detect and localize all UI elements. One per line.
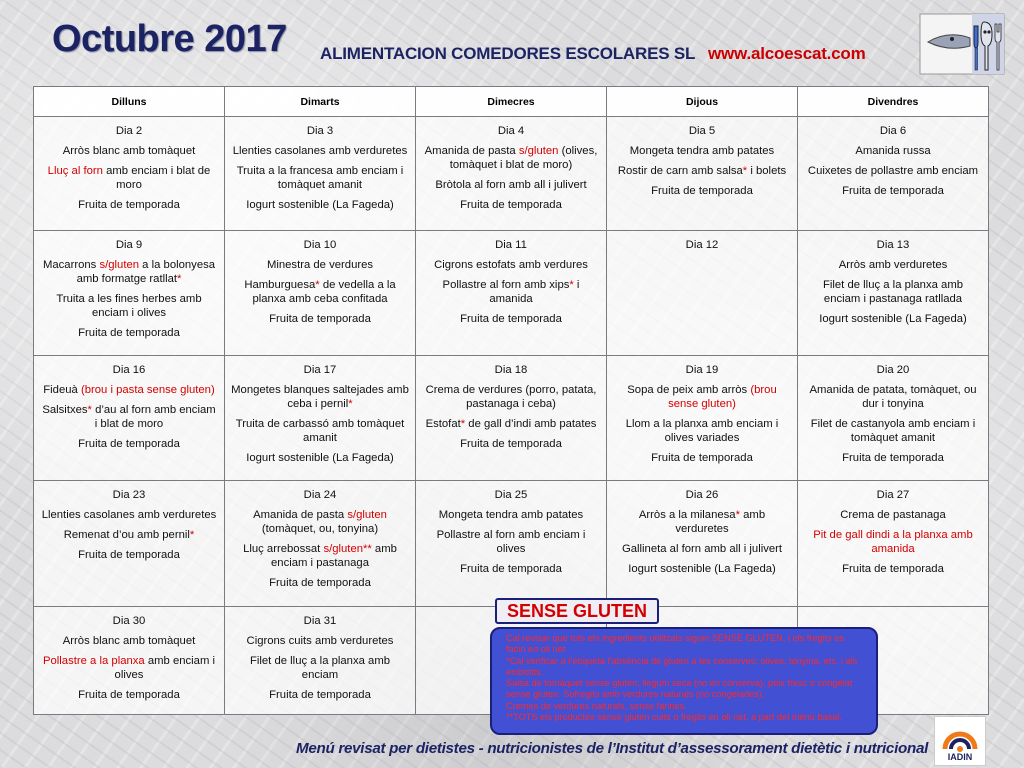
dish-line bbox=[804, 528, 982, 556]
week-row bbox=[34, 231, 989, 356]
cutlery-cartoon-icon bbox=[918, 12, 1006, 76]
text-segment: Amanida russa bbox=[855, 145, 931, 157]
dish-line bbox=[422, 178, 600, 192]
text-segment: Rostir de carn amb salsa bbox=[617, 165, 743, 177]
text-segment: Crema de verdures (porro, patata, pastanaga i ceba) bbox=[425, 384, 597, 410]
day-label bbox=[231, 363, 409, 377]
gluten-highlight: Lluç al forn bbox=[47, 165, 103, 177]
day-cell bbox=[416, 481, 607, 607]
text-segment: Fruita de temporada bbox=[460, 563, 562, 575]
text-segment: Pollastre al forn amb xips bbox=[442, 279, 570, 291]
gluten-note-line: Salsa de tomàquet sense gluten, llegum seca (no en conserva), peix fresc o congelat sense gluten. Sofregits amb verdures naturals (no congelades). bbox=[506, 678, 853, 700]
text-segment: amb enciam i olives bbox=[114, 655, 216, 681]
day-cell bbox=[225, 607, 416, 715]
gluten-highlight: (brou i pasta sense gluten) bbox=[80, 384, 215, 396]
dish-line bbox=[804, 278, 982, 306]
dish-line bbox=[804, 451, 982, 465]
day-label bbox=[231, 614, 409, 628]
dish-line bbox=[40, 292, 218, 320]
gluten-highlight: s/gluten bbox=[518, 145, 559, 157]
text-segment: Dia 19 bbox=[685, 364, 719, 376]
day-label bbox=[613, 363, 791, 377]
text-segment: Dia 24 bbox=[303, 489, 337, 501]
text-segment: Amanida de pasta bbox=[424, 145, 519, 157]
text-segment: Dia 2 bbox=[115, 125, 143, 137]
text-segment: Iogurt sostenible (La Fageda) bbox=[246, 199, 394, 211]
text-segment: Filet de lluç a la planxa amb enciam i pastanaga ratllada bbox=[822, 279, 964, 305]
dish-line bbox=[422, 528, 600, 556]
dish-line bbox=[40, 654, 218, 682]
text-segment: Sopa de peix amb arròs bbox=[627, 384, 751, 396]
dish-line bbox=[40, 144, 218, 158]
text-segment: Dia 20 bbox=[876, 364, 910, 376]
day-cell bbox=[34, 117, 225, 231]
dish-line bbox=[40, 326, 218, 340]
text-segment: Remenat d’ou amb pernil bbox=[63, 529, 190, 541]
day-label bbox=[613, 488, 791, 502]
gluten-highlight: s/gluten** bbox=[323, 543, 372, 555]
day-cell bbox=[225, 231, 416, 356]
weekday-header: Dimarts bbox=[225, 87, 416, 117]
day-label bbox=[613, 238, 791, 252]
text-segment: d’au al forn amb enciam i blat de moro bbox=[91, 404, 216, 430]
gluten-highlight: Pollastre a la planxa bbox=[42, 655, 145, 667]
day-cell bbox=[607, 117, 798, 231]
page-title: Octubre 2017 bbox=[52, 18, 287, 60]
gluten-highlight: * bbox=[569, 279, 574, 291]
day-cell bbox=[798, 117, 989, 231]
text-segment: Iogurt sostenible (La Fageda) bbox=[628, 563, 776, 575]
weekday-header: Divendres bbox=[798, 87, 989, 117]
gluten-highlight: * bbox=[460, 418, 466, 430]
day-cell bbox=[607, 231, 798, 356]
dish-line bbox=[231, 508, 409, 536]
text-segment: de gall d’indi amb patates bbox=[465, 418, 597, 430]
text-segment: Mongeta tendra amb patates bbox=[629, 145, 775, 157]
dish-line bbox=[422, 383, 600, 411]
day-label bbox=[613, 124, 791, 138]
text-segment: Dia 17 bbox=[303, 364, 337, 376]
text-segment: Cigrons estofats amb verdures bbox=[434, 259, 588, 271]
text-segment: Fruita de temporada bbox=[78, 327, 180, 339]
gluten-note-line: Cal revisar que tots els ingredients utilitzats siguin SENSE GLUTEN, i els fregits es facin en oli net bbox=[506, 633, 845, 655]
dish-line bbox=[40, 437, 218, 451]
day-cell bbox=[607, 356, 798, 481]
gluten-highlight: * bbox=[742, 165, 748, 177]
website-link[interactable]: www.alcoescat.com bbox=[708, 44, 866, 63]
text-segment: Llom a la planxa amb enciam i olives variades bbox=[625, 418, 779, 444]
dish-line bbox=[40, 548, 218, 562]
day-label bbox=[40, 614, 218, 628]
day-cell bbox=[416, 356, 607, 481]
text-segment: de vedella a la planxa amb ceba confitada bbox=[252, 279, 396, 305]
week-row bbox=[34, 481, 989, 607]
day-label bbox=[40, 363, 218, 377]
gluten-free-note bbox=[490, 627, 878, 735]
weekday-header: Dilluns bbox=[34, 87, 225, 117]
dish-line bbox=[231, 688, 409, 702]
day-cell bbox=[34, 607, 225, 715]
text-segment: Filet de castanyola amb enciam i tomàquet amanit bbox=[810, 418, 976, 444]
iadin-logo-text: IADIN bbox=[947, 752, 973, 762]
text-segment: Fruita de temporada bbox=[269, 313, 371, 325]
dish-line bbox=[40, 258, 218, 286]
day-cell bbox=[34, 231, 225, 356]
text-segment: Filet de lluç a la planxa amb enciam bbox=[249, 655, 391, 681]
day-label bbox=[422, 488, 600, 502]
dish-line bbox=[422, 437, 600, 451]
dish-line bbox=[422, 144, 600, 172]
dish-line bbox=[804, 258, 982, 272]
text-segment: amb verduretes bbox=[675, 509, 766, 535]
day-label bbox=[804, 363, 982, 377]
dish-line bbox=[613, 383, 791, 411]
dish-line bbox=[40, 383, 218, 397]
gluten-highlight: * bbox=[315, 279, 320, 291]
text-segment: Macarrons bbox=[42, 259, 100, 271]
text-segment: Fruita de temporada bbox=[651, 185, 753, 197]
gluten-highlight: * bbox=[348, 398, 353, 410]
iadin-logo-icon bbox=[934, 716, 986, 766]
dish-line bbox=[422, 562, 600, 576]
day-label bbox=[804, 238, 982, 252]
text-segment: Fruita de temporada bbox=[842, 185, 944, 197]
dish-line bbox=[40, 508, 218, 522]
text-segment: Dia 23 bbox=[112, 489, 146, 501]
gluten-highlight: * bbox=[189, 529, 195, 541]
text-segment: amb enciam i pastanaga bbox=[271, 543, 397, 569]
text-segment: Dia 27 bbox=[876, 489, 910, 501]
day-label bbox=[231, 124, 409, 138]
text-segment: (olives, tomàquet i blat de moro) bbox=[449, 145, 598, 171]
day-cell bbox=[225, 117, 416, 231]
text-segment: Lluç arrebossat bbox=[243, 543, 324, 555]
dish-line bbox=[613, 542, 791, 556]
day-cell bbox=[798, 356, 989, 481]
text-segment: Pollastre al forn amb enciam i olives bbox=[436, 529, 586, 555]
day-label bbox=[422, 124, 600, 138]
text-segment: i bolets bbox=[747, 165, 787, 177]
dish-line bbox=[422, 258, 600, 272]
dish-line bbox=[231, 278, 409, 306]
dish-line bbox=[231, 451, 409, 465]
day-cell bbox=[225, 481, 416, 607]
text-segment: Fruita de temporada bbox=[78, 549, 180, 561]
text-segment: Iogurt sostenible (La Fageda) bbox=[246, 452, 394, 464]
day-cell bbox=[34, 356, 225, 481]
dish-line bbox=[40, 164, 218, 192]
gluten-free-title: SENSE GLUTEN bbox=[495, 598, 659, 624]
dish-line bbox=[422, 417, 600, 431]
week-row bbox=[34, 356, 989, 481]
dish-line bbox=[613, 144, 791, 158]
dish-line bbox=[804, 144, 982, 158]
dish-line bbox=[40, 528, 218, 542]
day-label bbox=[40, 238, 218, 252]
dish-line bbox=[231, 417, 409, 445]
dish-line bbox=[804, 417, 982, 445]
text-segment: Mongeta tendra amb patates bbox=[438, 509, 584, 521]
dish-line bbox=[613, 417, 791, 445]
text-segment: Fruita de temporada bbox=[842, 563, 944, 575]
text-segment: Salsitxes bbox=[42, 404, 88, 416]
text-segment: Arròs blanc amb tomàquet bbox=[62, 635, 196, 647]
day-label bbox=[804, 124, 982, 138]
dish-line bbox=[231, 164, 409, 192]
text-segment: Fruita de temporada bbox=[269, 689, 371, 701]
dish-line bbox=[422, 312, 600, 326]
text-segment: Dia 6 bbox=[879, 125, 907, 137]
gluten-highlight: s/gluten bbox=[99, 259, 140, 271]
dish-line bbox=[613, 164, 791, 178]
text-segment: amb enciam i blat de moro bbox=[102, 165, 211, 191]
text-segment: Dia 18 bbox=[494, 364, 528, 376]
text-segment: Cigrons cuits amb verduretes bbox=[246, 635, 394, 647]
dish-line bbox=[231, 144, 409, 158]
gluten-note-line: **TOTS els productes sense gluten cuits o fregits en oli net, a part del menú basal. bbox=[506, 712, 842, 723]
text-segment: Crema de pastanaga bbox=[840, 509, 946, 521]
dish-line bbox=[804, 184, 982, 198]
day-cell bbox=[798, 231, 989, 356]
day-cell bbox=[798, 481, 989, 607]
text-segment: Arròs blanc amb tomàquet bbox=[62, 145, 196, 157]
day-cell bbox=[416, 117, 607, 231]
text-segment: Fruita de temporada bbox=[78, 689, 180, 701]
dish-line bbox=[231, 198, 409, 212]
day-label bbox=[40, 488, 218, 502]
text-segment: Dia 16 bbox=[112, 364, 146, 376]
gluten-highlight: * bbox=[177, 273, 182, 285]
dish-line bbox=[422, 508, 600, 522]
dish-line bbox=[231, 542, 409, 570]
gluten-highlight: s/gluten bbox=[347, 509, 387, 521]
text-segment: Dia 31 bbox=[303, 615, 337, 627]
day-label bbox=[231, 488, 409, 502]
day-label bbox=[40, 124, 218, 138]
text-segment: Dia 11 bbox=[495, 239, 527, 251]
text-segment: Truita a les fines herbes amb enciam i olives bbox=[56, 293, 202, 319]
text-segment: Dia 25 bbox=[494, 489, 528, 501]
weekday-header: Dijous bbox=[607, 87, 798, 117]
text-segment: Mongetes blanques saltejades amb ceba i pernil bbox=[231, 384, 409, 410]
gluten-highlight: Pit de gall dindi a la planxa amb amanida bbox=[813, 529, 973, 555]
dish-line bbox=[422, 278, 600, 306]
day-cell bbox=[607, 481, 798, 607]
dish-line bbox=[804, 508, 982, 522]
text-segment: Dia 12 bbox=[685, 239, 719, 251]
dish-line bbox=[231, 654, 409, 682]
dish-line bbox=[613, 508, 791, 536]
dish-line bbox=[40, 198, 218, 212]
dish-line bbox=[231, 312, 409, 326]
text-segment: Llenties casolanes amb verduretes bbox=[41, 509, 217, 521]
company-name: ALIMENTACION COMEDORES ESCOLARES SL bbox=[320, 44, 696, 63]
dish-line bbox=[231, 383, 409, 411]
text-segment: Fideuà bbox=[43, 384, 81, 396]
text-segment: Fruita de temporada bbox=[78, 199, 180, 211]
text-segment: Fruita de temporada bbox=[460, 199, 562, 211]
dish-line bbox=[613, 562, 791, 576]
dish-line bbox=[804, 164, 982, 178]
text-segment: Fruita de temporada bbox=[460, 438, 562, 450]
day-cell bbox=[225, 356, 416, 481]
gluten-note-line: *Cal verificar a l’etiqueta l’absència de gluten a les conserves: olives, tonyina, etc. i als embotits. bbox=[506, 655, 858, 677]
dish-line bbox=[804, 562, 982, 576]
text-segment: Dia 30 bbox=[112, 615, 146, 627]
gluten-note-line: Cremes de verdures naturals, sense farines. bbox=[506, 700, 687, 711]
text-segment: Amanida de pasta bbox=[253, 509, 348, 521]
dish-line bbox=[613, 451, 791, 465]
week-row bbox=[34, 117, 989, 231]
day-cell bbox=[416, 231, 607, 356]
dish-line bbox=[804, 312, 982, 326]
text-segment: Dia 9 bbox=[115, 239, 143, 251]
gluten-highlight: * bbox=[87, 404, 92, 416]
dish-line bbox=[40, 403, 218, 431]
text-segment: Truita de carbassó amb tomàquet amanit bbox=[235, 418, 405, 444]
text-segment: Dia 5 bbox=[688, 125, 716, 137]
gluten-highlight: (brou sense gluten) bbox=[668, 384, 777, 410]
day-label bbox=[231, 238, 409, 252]
text-segment: Llenties casolanes amb verduretes bbox=[232, 145, 408, 157]
dish-line bbox=[231, 258, 409, 272]
dish-line bbox=[40, 634, 218, 648]
text-segment: Bròtola al forn amb all i julivert bbox=[435, 179, 587, 191]
text-segment: i amanida bbox=[489, 279, 580, 305]
text-segment: Gallineta al forn amb all i julivert bbox=[621, 543, 783, 555]
text-segment: Dia 4 bbox=[497, 125, 525, 137]
text-segment: Hamburguesa bbox=[244, 279, 316, 291]
day-label bbox=[804, 488, 982, 502]
dish-line bbox=[231, 634, 409, 648]
text-segment: Minestra de verdures bbox=[266, 259, 374, 271]
text-segment: Fruita de temporada bbox=[269, 577, 371, 589]
text-segment: (tomàquet, ou, tonyina) bbox=[261, 523, 379, 535]
text-segment: Arròs amb verduretes bbox=[838, 259, 948, 271]
footer-note: Menú revisat per dietistes - nutricionistes de l’Institut d’assessorament dietètic i nutricional bbox=[296, 740, 929, 757]
dish-line bbox=[40, 688, 218, 702]
text-segment: Cuixetes de pollastre amb enciam bbox=[807, 165, 979, 177]
text-segment: Estofat bbox=[425, 418, 461, 430]
day-label bbox=[422, 363, 600, 377]
text-segment: a la bolonyesa amb formatge ratllat bbox=[76, 259, 216, 285]
text-segment: Fruita de temporada bbox=[651, 452, 753, 464]
day-cell bbox=[34, 481, 225, 607]
text-segment: Arròs a la milanesa bbox=[638, 509, 736, 521]
text-segment: Dia 26 bbox=[685, 489, 719, 501]
weekday-header-row bbox=[34, 87, 989, 117]
text-segment: Truita a la francesa amb enciam i tomàquet amanit bbox=[236, 165, 404, 191]
day-label bbox=[422, 238, 600, 252]
dish-line bbox=[422, 198, 600, 212]
dish-line bbox=[804, 383, 982, 411]
weekday-header: Dimecres bbox=[416, 87, 607, 117]
text-segment: Dia 3 bbox=[306, 125, 334, 137]
text-segment: Dia 13 bbox=[876, 239, 910, 251]
text-segment: Dia 10 bbox=[303, 239, 337, 251]
text-segment: Fruita de temporada bbox=[78, 438, 180, 450]
dish-line bbox=[231, 576, 409, 590]
text-segment: Fruita de temporada bbox=[460, 313, 562, 325]
dish-line bbox=[613, 184, 791, 198]
text-segment: Iogurt sostenible (La Fageda) bbox=[819, 313, 967, 325]
text-segment: Fruita de temporada bbox=[842, 452, 944, 464]
gluten-highlight: * bbox=[735, 509, 740, 521]
text-segment: Amanida de patata, tomàquet, ou dur i tonyina bbox=[809, 384, 977, 410]
